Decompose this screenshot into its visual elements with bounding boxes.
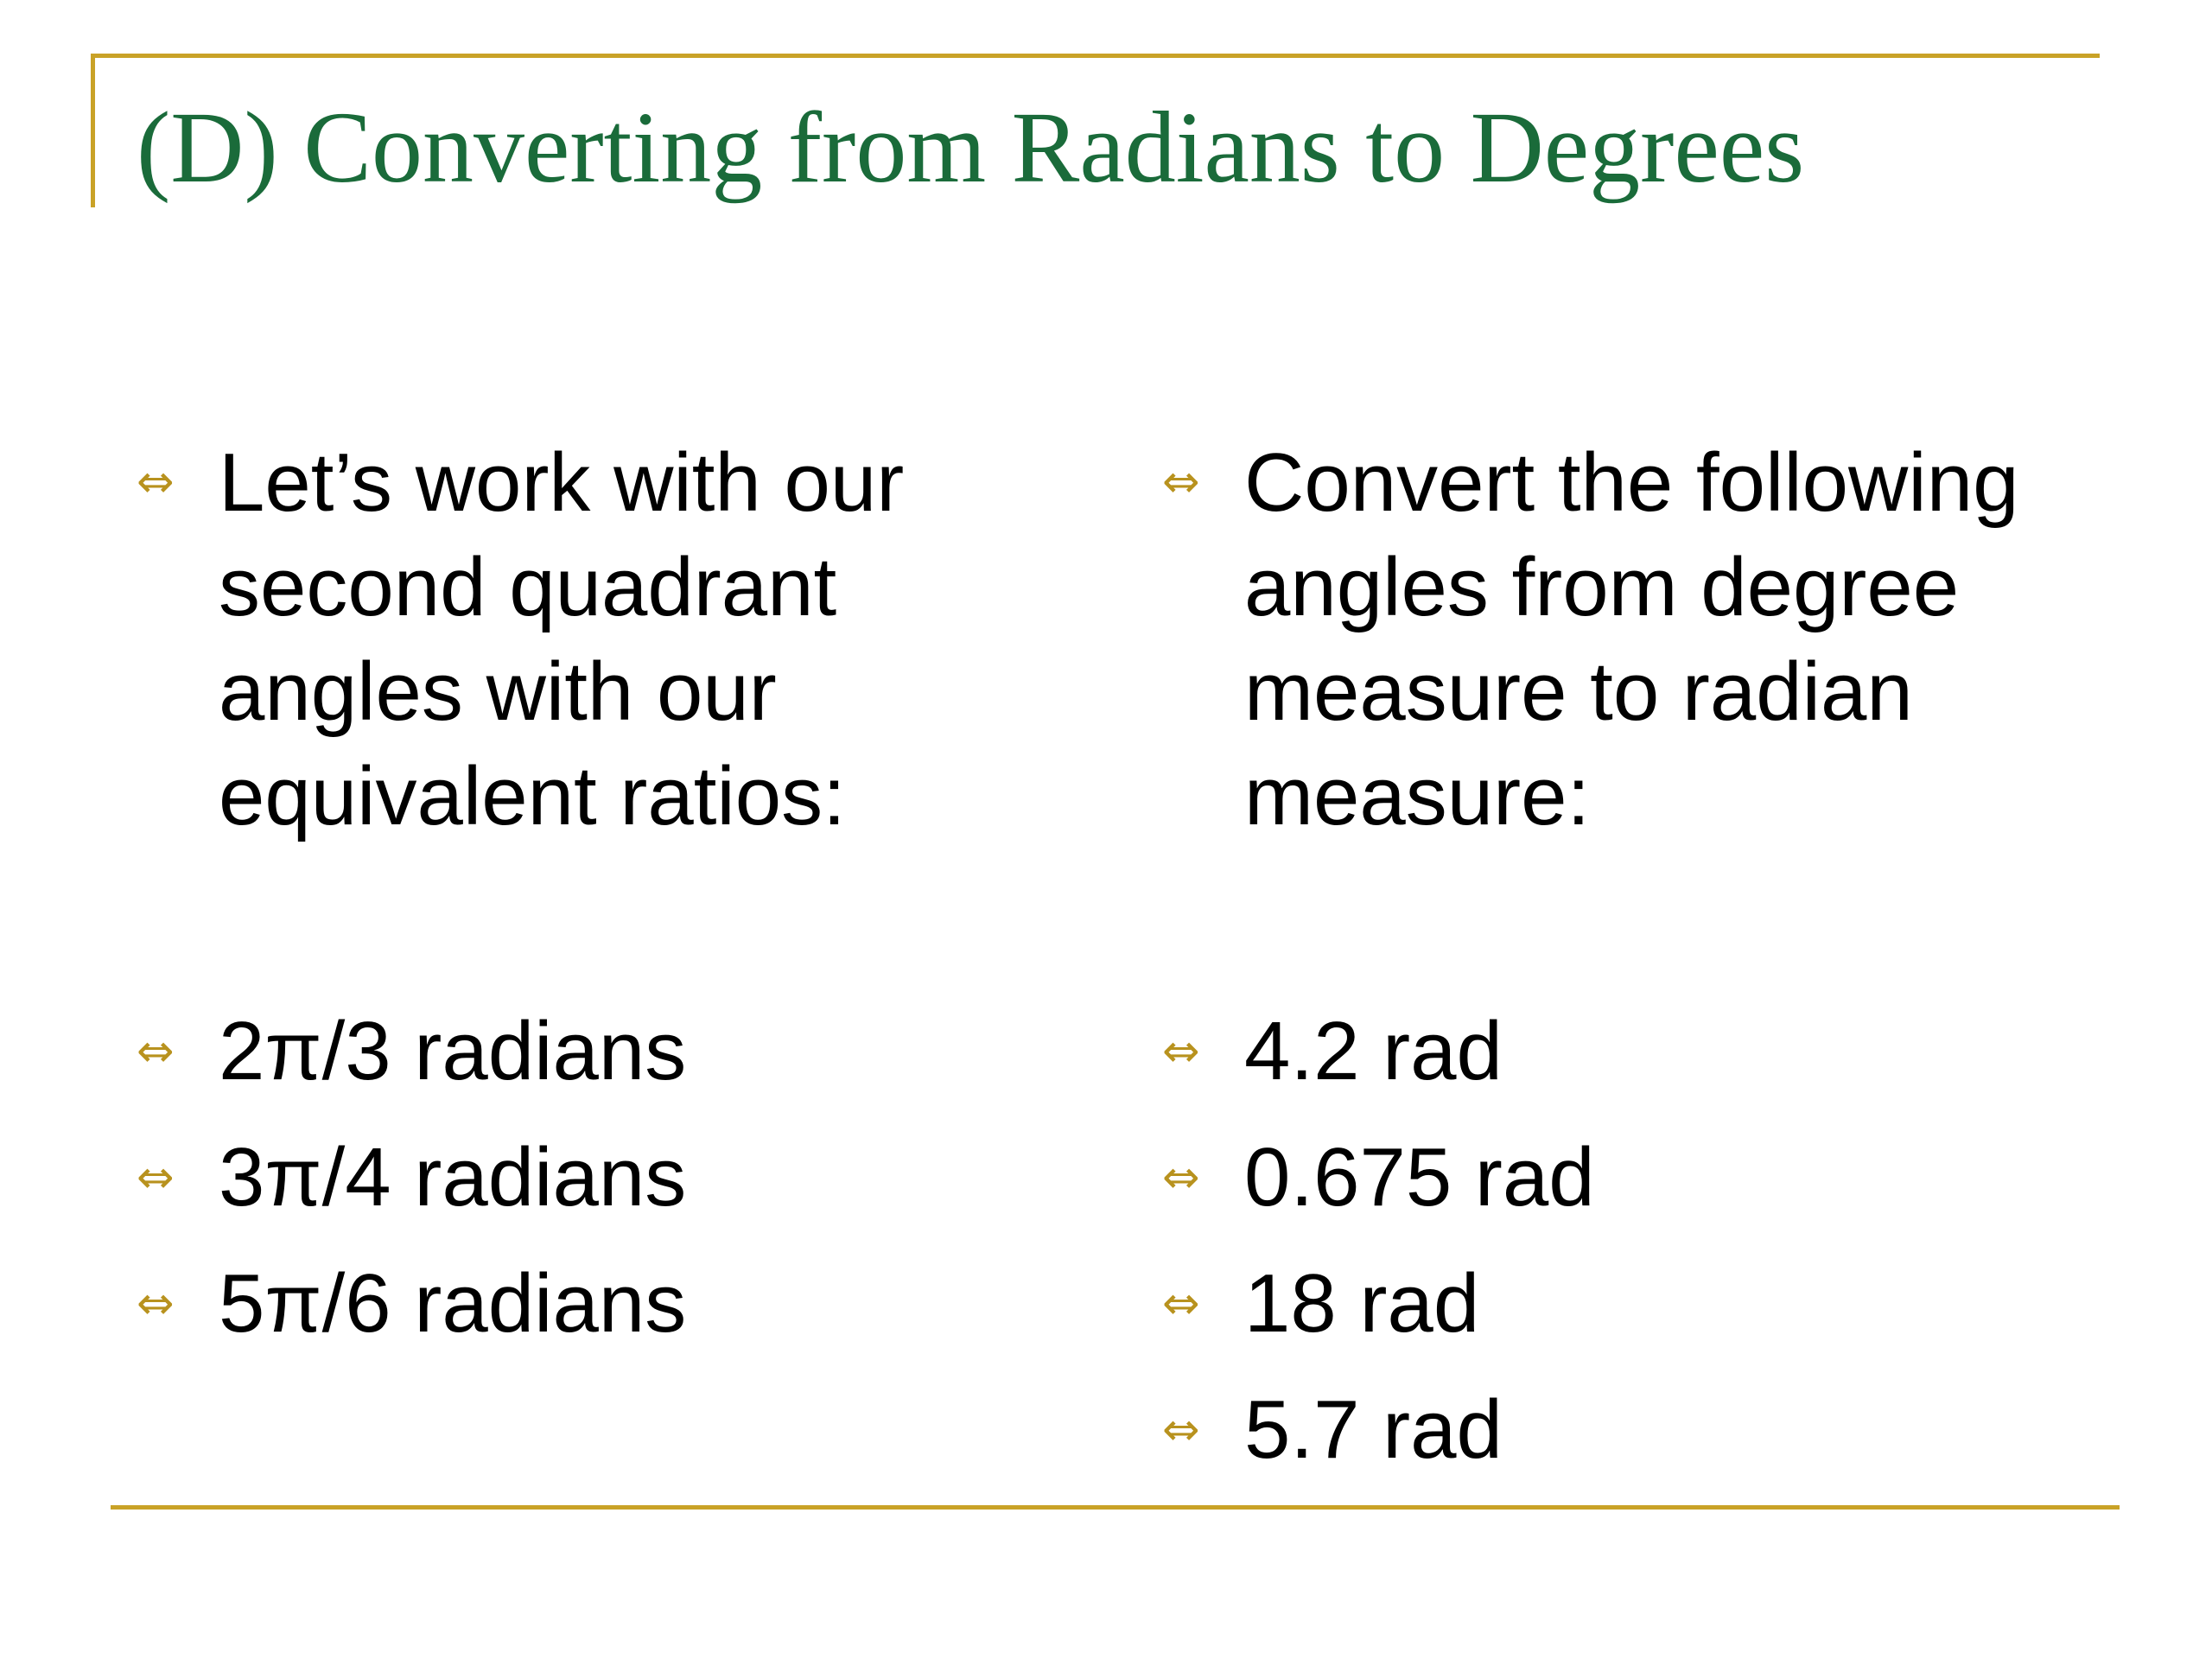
title-frame-left-rule: [91, 54, 95, 207]
left-right-arrow-icon: ⇔: [137, 1278, 175, 1330]
left-right-arrow-icon: ⇔: [1162, 1404, 1200, 1456]
left-right-arrow-icon: ⇔: [137, 1152, 175, 1204]
left-right-arrow-icon: ⇔: [1162, 1152, 1200, 1204]
left-right-arrow-icon: ⇔: [1162, 1026, 1200, 1077]
right-angle-item: [1162, 1115, 2095, 1241]
slide-title: (D) Converting from Radians to Degrees: [137, 91, 1805, 204]
right-intro-text: Convert the following angles from degree measure to radian measure:: [1244, 436, 2019, 842]
left-angle-text: 5π/6 radians: [219, 1257, 687, 1350]
right-angle-text: 0.675 rad: [1244, 1131, 1595, 1224]
left-angle-item: [137, 988, 1044, 1115]
right-angle-text: 5.7 rad: [1244, 1383, 1503, 1476]
left-angle-text: 2π/3 radians: [219, 1005, 687, 1097]
right-angle-item: [1162, 1241, 2095, 1367]
left-intro-bullet: [137, 430, 1044, 849]
right-angle-item: [1162, 988, 2095, 1115]
right-column: [1162, 430, 2095, 1493]
left-angle-text: 3π/4 radians: [219, 1131, 687, 1224]
right-angle-item: [1162, 1367, 2095, 1493]
title-frame-top-rule: [91, 54, 2100, 58]
left-right-arrow-icon: ⇔: [1162, 456, 1200, 508]
left-angle-item: [137, 1241, 1044, 1367]
left-angle-item: [137, 1115, 1044, 1241]
right-intro-bullet: [1162, 430, 2095, 849]
right-angle-text: 4.2 rad: [1244, 1005, 1503, 1097]
right-angle-text: 18 rad: [1244, 1257, 1480, 1350]
footer-rule: [111, 1505, 2120, 1510]
left-column: [137, 430, 1044, 1367]
left-right-arrow-icon: ⇔: [1162, 1278, 1200, 1330]
left-right-arrow-icon: ⇔: [137, 456, 175, 508]
left-intro-text: Let’s work with our second quadrant angles with our equivalent ratios:: [219, 436, 905, 842]
left-right-arrow-icon: ⇔: [137, 1026, 175, 1077]
